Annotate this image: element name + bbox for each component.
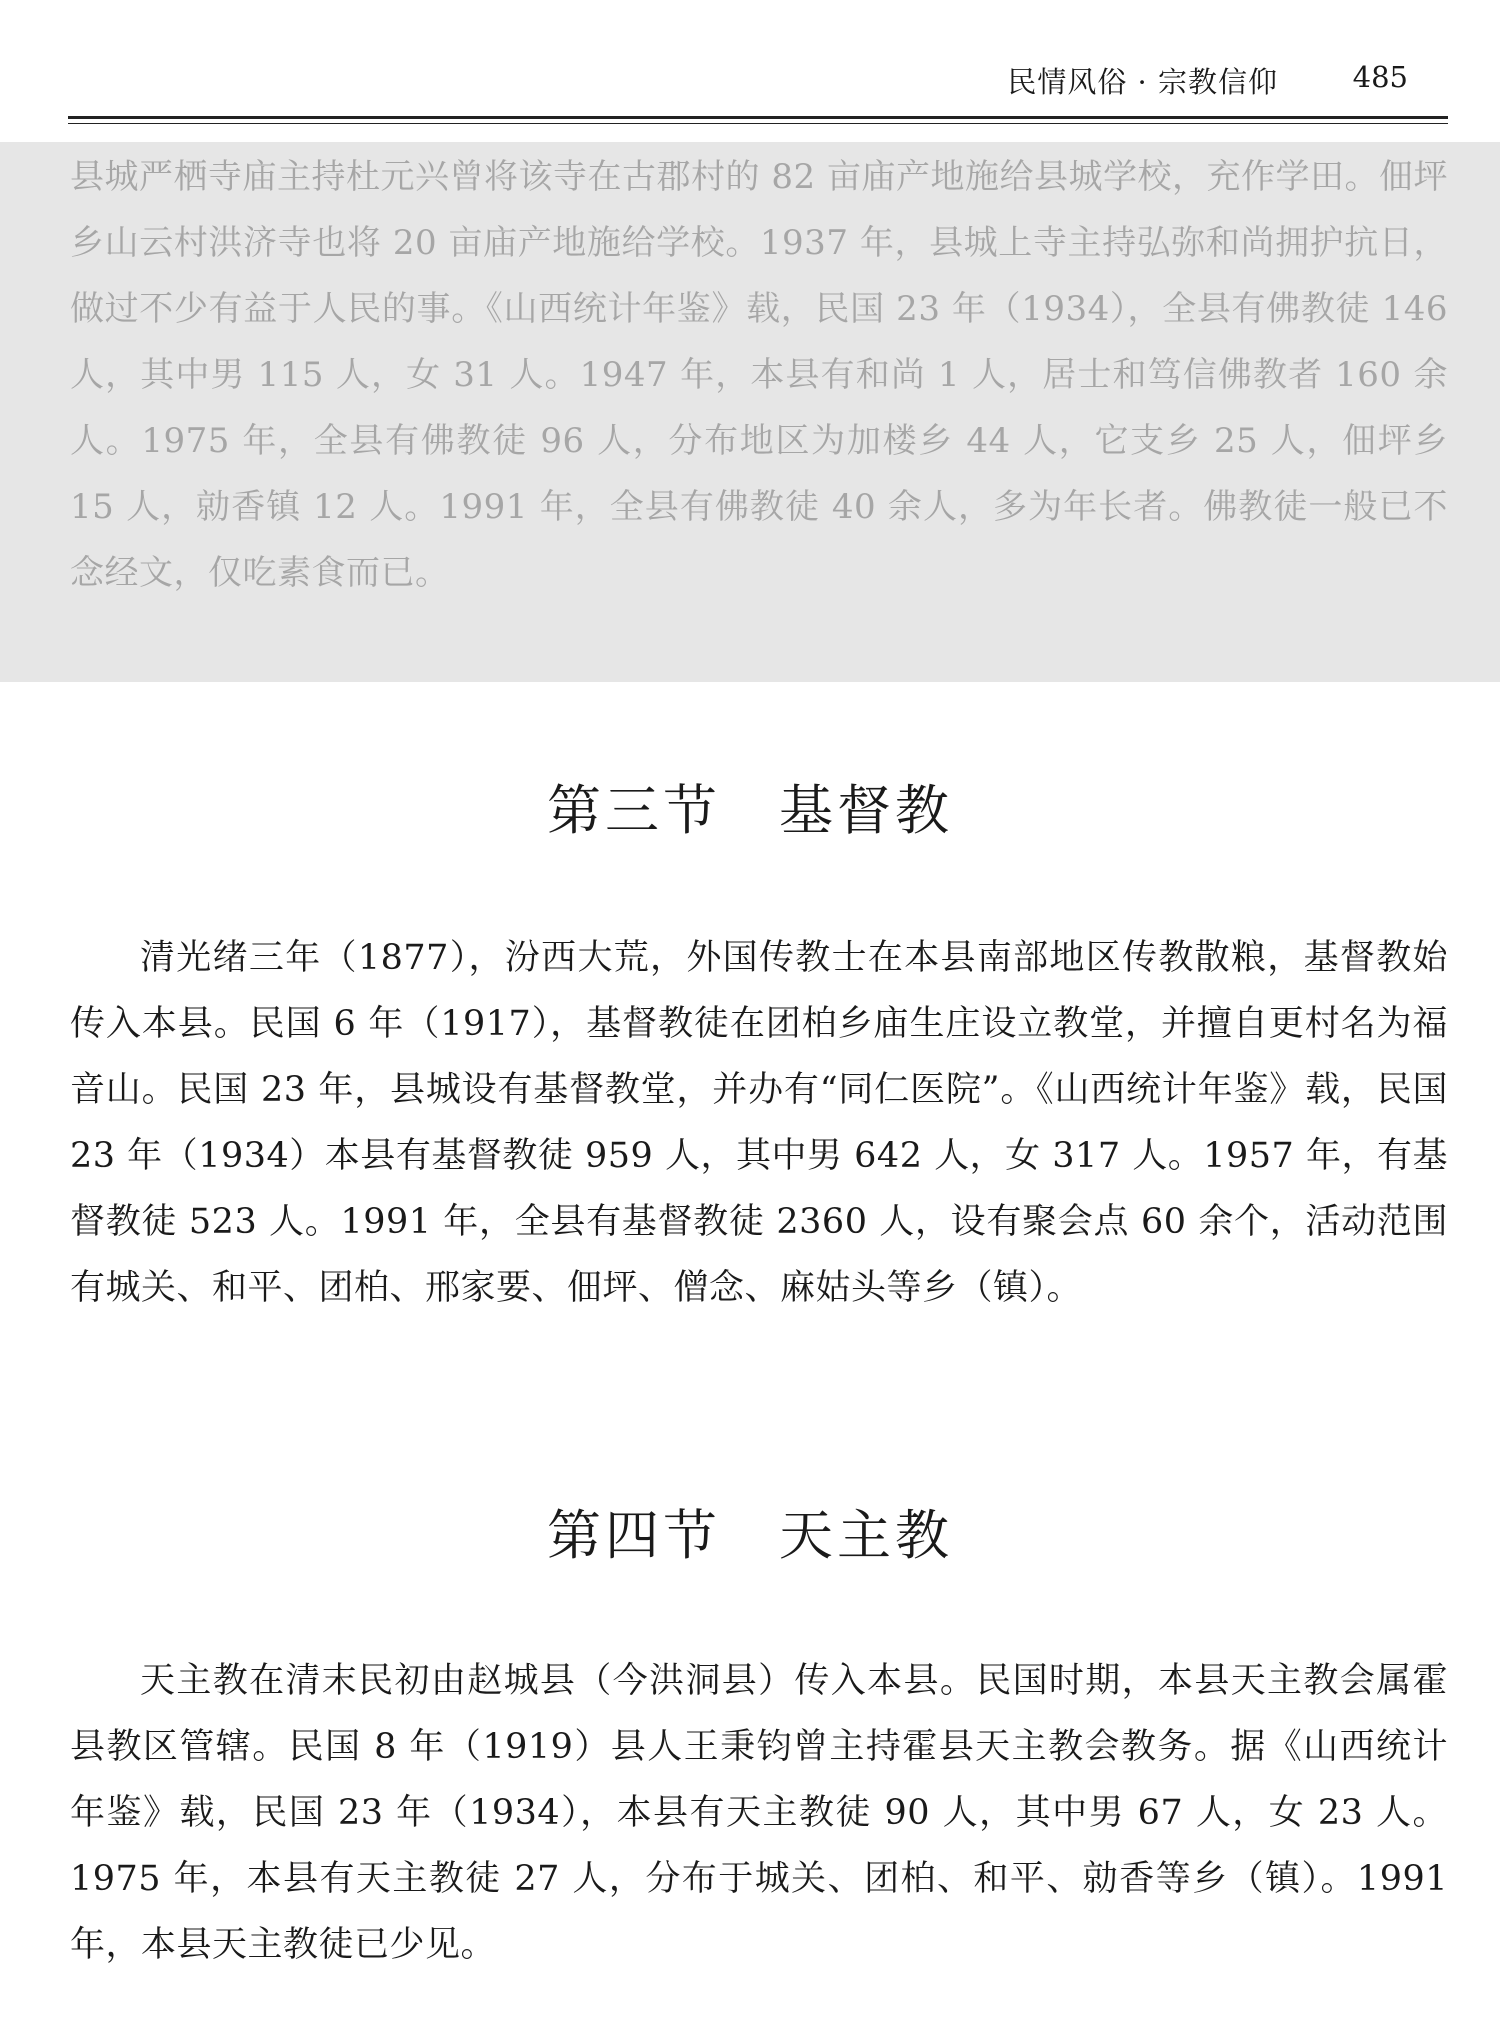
page-number: 485: [1352, 60, 1408, 94]
faded-paragraph-buddhism: 县城严栖寺庙主持杜元兴曾将该寺在古郡村的 82 亩庙产地施给县城学校，充作学田。佃坪乡山云村洪济寺也将 20 亩庙产地施给学校。1937 年，县城上寺主持弘弥和尚拥护抗日，做过不少有益于人民的事。《山西统计年鉴》载，民国 23 年（1934），全县有佛教徒 146 人，其中男 115 人，女 31 人。1947 年，本县有和尚 1 人，居士和笃信佛教者 160 余人。1975 年，全县有佛教徒 96 人，分布地区为加楼乡 44 人，它支乡 25 人，佃坪乡 15 人，勍香镇 12 人。1991 年，全县有佛教徒 40 余人，多为年长者。佛教徒一般已不念经文，仅吃素食而已。: [70, 157, 1448, 593]
paragraph-christianity: 清光绪三年（1877），汾西大荒，外国传教士在本县南部地区传教散粮，基督教始传入本县。民国 6 年（1917），基督教徒在团柏乡庙生庄设立教堂，并擅自更村名为福音山。民国 23 年，县城设有基督教堂，并办有“同仁医院”。《山西统计年鉴》载，民国 23 年（1934）本县有基督教徒 959 人，其中男 642 人，女 317 人。1957 年，有基督教徒 523 人。1991 年，全县有基督教徒 2360 人，设有聚会点 60 余个，活动范围有城关、和平、团柏、邢家要、佃坪、僧念、麻姑头等乡（镇）。: [70, 938, 1448, 1308]
paragraph-catholicism: 天主教在清末民初由赵城县（今洪洞县）传入本县。民国时期，本县天主教会属霍县教区管辖。民国 8 年（1919）县人王秉钧曾主持霍县天主教会教务。据《山西统计年鉴》载，民国 23 年（1934），本县有天主教徒 90 人，其中男 67 人，女 23 人。1975 年，本县有天主教徒 27 人，分布于城关、团柏、和平、勍香等乡（镇）。1991 年，本县天主教徒已少见。: [70, 1661, 1448, 1965]
header-rule-thick: [68, 116, 1448, 119]
running-header: [70, 52, 1448, 102]
header-section-title: 民情风俗 · 宗教信仰: [1007, 65, 1278, 99]
section-title-catholicism: 第四节 天主教: [547, 1504, 953, 1567]
section-title-christianity: 第三节 基督教: [547, 779, 953, 842]
header-rule-thin: [68, 123, 1448, 124]
